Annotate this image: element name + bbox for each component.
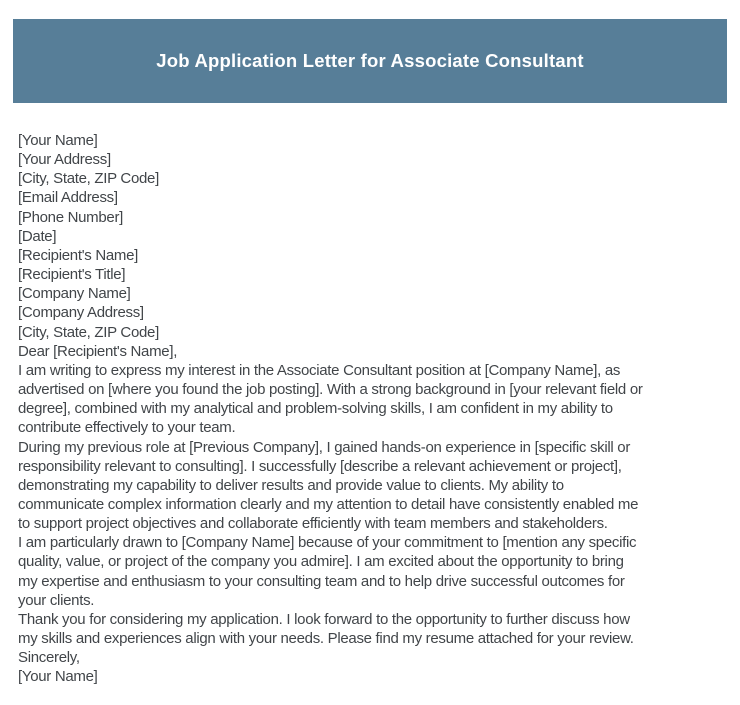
recipient-address-line: [Company Address] (18, 304, 144, 322)
sender-name-line: [Your Name] (18, 132, 98, 149)
letter-body (18, 131, 728, 687)
closing-line: Sincerely, (18, 649, 80, 667)
paragraph-1-line: degree], combined with my analytical and problem-solving skills, I am confident in my ability to (18, 400, 613, 418)
paragraph-2-line: demonstrating my capability to deliver results and provide value to clients. My ability to (18, 476, 564, 494)
paragraph-3-line: my expertise and enthusiasm to your consulting team and to help drive successful outcomes for (18, 572, 625, 590)
paragraph-3-line: quality, value, or project of the company you admire]. I am excited about the opportunity to bring (18, 553, 624, 571)
paragraph-2-line: During my previous role at [Previous Company], I gained hands-on experience in [specific skill or (18, 438, 631, 456)
header-band (13, 19, 727, 103)
paragraph-1-line: advertised on [where you found the job posting]. With a strong background in [your relevant field or (18, 381, 643, 399)
salutation-line: Dear [Recipient's Name], (18, 342, 178, 360)
paragraph-2-line: responsibility relevant to consulting]. I successfully [describe a relevant achievement or project], (18, 457, 622, 475)
recipient-title-line: [Recipient's Title] (18, 266, 126, 284)
page-title: Job Application Letter for Associate Consultant (156, 50, 584, 71)
paragraph-1-line: contribute effectively to your team. (18, 419, 236, 437)
signature-line: [Your Name] (18, 668, 98, 686)
paragraph-2-line: to support project objectives and collaborate efficiently with team members and stakeholders. (18, 515, 608, 533)
recipient-company-line: [Company Name] (18, 285, 131, 303)
paragraph-3-line: I am particularly drawn to [Company Name] because of your commitment to [mention any specific (18, 534, 637, 552)
paragraph-2-line: communicate complex information clearly and my attention to detail have consistently enabled me (18, 495, 639, 513)
paragraph-3-line: your clients. (18, 591, 95, 609)
paragraph-1-line: I am writing to express my interest in the Associate Consultant position at [Company Name], as (18, 361, 621, 379)
sender-address-line: [Your Address] (18, 151, 111, 169)
date-line: [Date] (18, 227, 57, 245)
sender-email-line: [Email Address] (18, 189, 118, 207)
recipient-name-line: [Recipient's Name] (18, 246, 139, 264)
recipient-city-line: [City, State, ZIP Code] (18, 323, 159, 341)
sender-city-line: [City, State, ZIP Code] (18, 170, 159, 188)
paragraph-4-line: my skills and experiences align with your needs. Please find my resume attached for your review. (18, 630, 634, 648)
sender-phone-line: [Phone Number] (18, 208, 124, 226)
paragraph-4-line: Thank you for considering my application. I look forward to the opportunity to further discuss how (18, 610, 630, 628)
